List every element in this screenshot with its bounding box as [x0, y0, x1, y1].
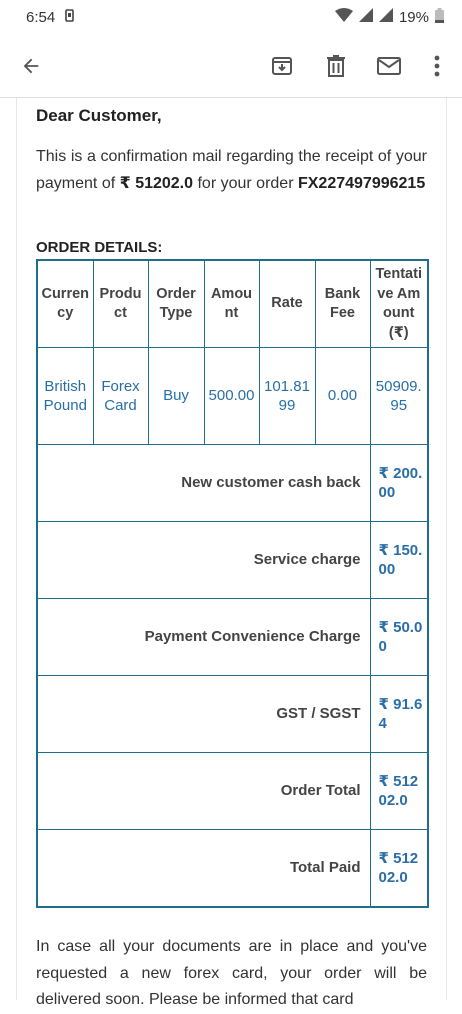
order-id: FX227497996215: [297, 174, 426, 192]
delete-button[interactable]: [320, 50, 352, 82]
table-cell: 50909.95: [370, 348, 428, 445]
header-cell: Rate: [259, 260, 315, 348]
summary-value: ₹ 51202.0: [370, 830, 428, 908]
mark-unread-button[interactable]: [373, 50, 405, 82]
archive-icon: [270, 54, 294, 78]
header-cell: Product: [93, 260, 148, 348]
summary-value: ₹ 91.64: [370, 676, 428, 753]
status-bar: [0, 0, 462, 34]
summary-value: ₹ 150.00: [370, 522, 428, 599]
summary-value: ₹ 51202.0: [370, 753, 428, 830]
header-cell: Bank Fee: [315, 260, 370, 348]
summary-row: [37, 753, 428, 830]
table-cell: Buy: [148, 348, 204, 445]
summary-label: Payment Convenience Charge: [37, 599, 370, 676]
summary-value: ₹ 50.00: [370, 599, 428, 676]
mail-icon: [376, 55, 402, 77]
message-card-edge: [16, 98, 17, 1000]
more-options-button[interactable]: [421, 50, 453, 82]
table-cell: Forex Card: [93, 348, 148, 445]
summary-row: [37, 522, 428, 599]
intro-text: This is a confirmation mail regarding the receipt of your payment of: [36, 148, 427, 192]
notification-icon: [65, 9, 74, 26]
header-cell: Currency: [37, 260, 93, 348]
arrow-back-icon: [20, 55, 42, 77]
summary-row: [37, 445, 428, 522]
signal-icon: [359, 8, 373, 26]
archive-button[interactable]: [266, 50, 298, 82]
header-cell: Tentative Amount (₹): [370, 260, 428, 348]
message-card-edge: [446, 98, 447, 1000]
payment-amount: ₹ 51202.0: [119, 174, 194, 192]
more-vert-icon: [434, 55, 440, 77]
summary-row: [37, 599, 428, 676]
battery-percent: 19%: [398, 8, 429, 26]
summary-row: [37, 830, 428, 908]
summary-label: New customer cash back: [37, 445, 370, 522]
wifi-icon: [335, 8, 353, 26]
status-time: 6:54: [26, 8, 56, 26]
section-title: ORDER DETAILS:: [36, 239, 163, 256]
table-cell: 500.00: [204, 348, 259, 445]
toolbar-divider: [0, 97, 462, 98]
table-cell: 0.00: [315, 348, 370, 445]
back-button[interactable]: [15, 50, 47, 82]
trash-icon: [325, 54, 347, 78]
summary-value: ₹ 200.00: [370, 445, 428, 522]
summary-label: Total Paid: [37, 830, 370, 908]
table-cell: British Pound: [37, 348, 93, 445]
summary-label: GST / SGST: [37, 676, 370, 753]
summary-label: Service charge: [37, 522, 370, 599]
summary-label: Order Total: [37, 753, 370, 830]
footer-paragraph: In case all your documents are in place and you've requested a new forex card, your order will be delivered soon. Please be informed that card: [36, 938, 427, 1008]
battery-icon: [435, 8, 444, 27]
table-row: [37, 348, 428, 445]
header-cell: Amount: [204, 260, 259, 348]
table-cell: 101.8199: [259, 348, 315, 445]
intro-paragraph: [36, 144, 427, 197]
table-header-row: [37, 260, 428, 348]
intro-text-2: for your order: [197, 174, 294, 192]
summary-row: [37, 676, 428, 753]
email-toolbar: [0, 34, 462, 98]
greeting: Dear Customer,: [36, 106, 162, 125]
order-details-table: [36, 259, 429, 908]
signal-icon-2: [379, 8, 393, 26]
header-cell: Order Type: [148, 260, 204, 348]
